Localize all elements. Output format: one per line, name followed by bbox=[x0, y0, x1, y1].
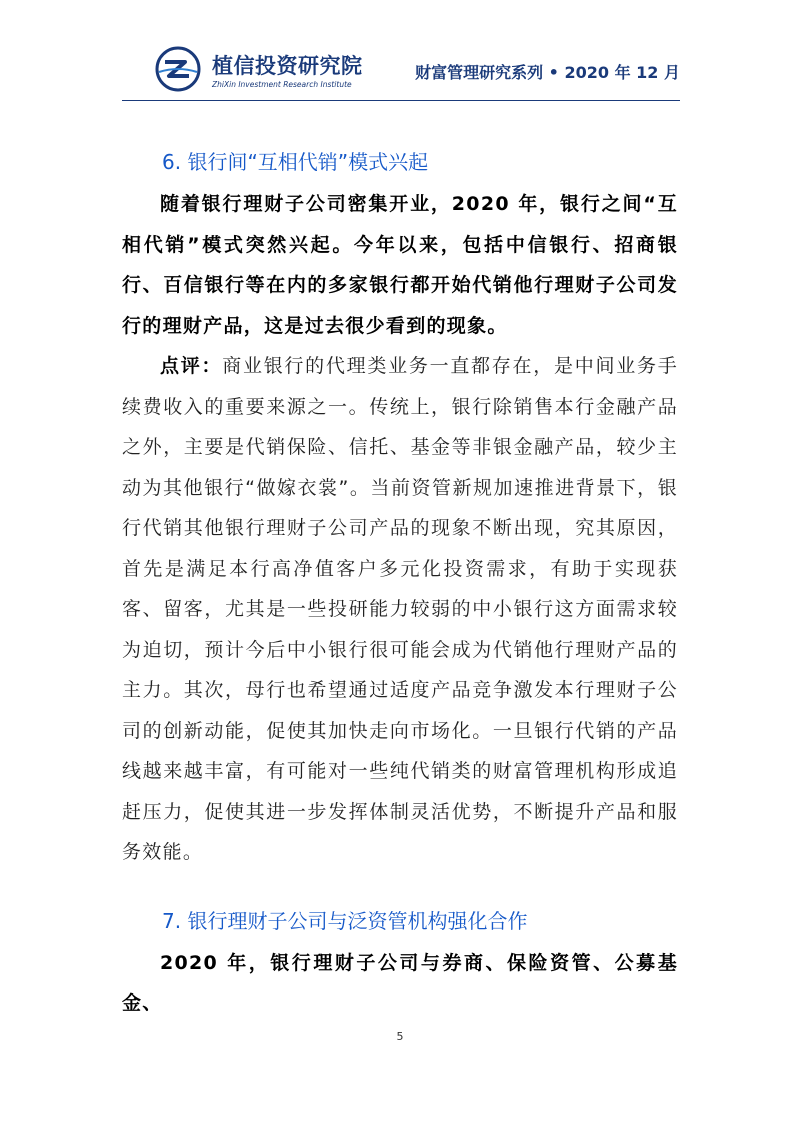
document-body bbox=[122, 140, 678, 1024]
report-series: 财富管理研究系列 • 2020 年 12 月 bbox=[415, 63, 680, 82]
section-7-lead: 2020 年，银行理财子公司与券商、保险资管、公募基金、 bbox=[122, 951, 678, 1014]
header-divider bbox=[122, 100, 680, 101]
page-header bbox=[150, 38, 680, 100]
logo-icon bbox=[155, 46, 201, 92]
org-name-en: ZhiXin Investment Research Institute bbox=[212, 80, 352, 89]
org-name: 植信投资研究院 bbox=[212, 54, 363, 78]
page-number: 5 bbox=[396, 1030, 404, 1043]
section-6-lead: 随着银行理财子公司密集开业，2020 年，银行之间“互相代销”模式突然兴起。今年以来，包括中信银行、招商银行、百信银行等在内的多家银行都开始代销他行理财子公司发行的理财产品，这是过去很少看到的现象。 bbox=[122, 193, 678, 337]
comment-text: 商业银行的代理类业务一直都存在，是中间业务手续费收入的重要来源之一。传统上，银行除销售本行金融产品之外，主要是代销保险、信托、基金等非银金融产品，较少主动为其他银行“做嫁衣裳”。当前资管新规加速推进背景下，银行代销其他银行理财子公司产品的现象不断出现，究其原因，首先是满足本行高净值客户多元化投资需求，有助于实现获客、留客，尤其是一些投研能力较弱的中小银行这方面需求较为迫切，预计今后中小银行很可能会成为代销他行理财产品的主力。其次，母行也希望通过适度产品竞争激发本行理财子公司的创新动能，促使其加快走向市场化。一旦银行代销的产品线越来越丰富，有可能对一些纯代销类的财富管理机构形成追赶压力，促使其进一步发挥体制灵活优势，不断提升产品和服务效能。 bbox=[122, 355, 678, 863]
comment-label: 点评： bbox=[160, 355, 223, 377]
section-7-heading: 7. 银行理财子公司与泛资管机构强化合作 bbox=[162, 908, 528, 933]
section-6-heading: 6. 银行间“互相代销”模式兴起 bbox=[162, 150, 429, 174]
section-6-comment bbox=[122, 346, 678, 873]
